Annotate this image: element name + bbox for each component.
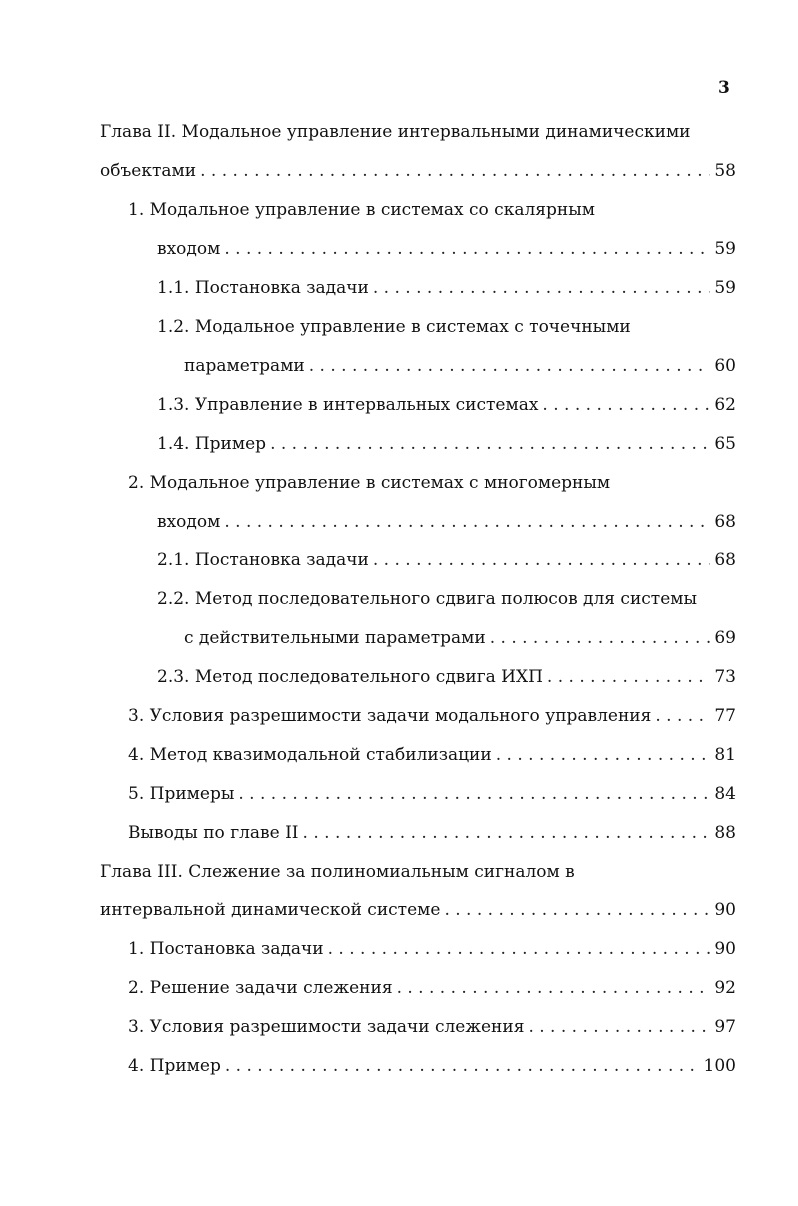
toc-entry-text: Глава II. Модальное управление интервальными динамическими [100, 122, 691, 142]
toc-entry-text: входом [157, 512, 221, 532]
toc-entry-text: интервальной динамической системе [100, 900, 441, 920]
toc-page-number: 97 [714, 1017, 736, 1037]
toc-entry-text: 1.2. Модальное управление в системах с точечными [157, 317, 631, 337]
toc-page-number: 62 [714, 395, 736, 415]
toc-line [128, 743, 736, 767]
toc-page-number: 65 [714, 434, 736, 454]
toc-line [157, 665, 736, 689]
toc-entry-text: входом [157, 239, 221, 259]
toc-entry-text: объектами [100, 161, 197, 181]
toc-entry-text: 2.3. Метод последовательного сдвига ИХП [157, 667, 543, 687]
toc-line [157, 548, 736, 572]
toc-entry-text: 2.1. Постановка задачи [157, 550, 369, 570]
dot-leader [373, 548, 711, 572]
toc-line [157, 587, 741, 611]
toc-page-number: 92 [714, 978, 736, 998]
toc-line [100, 120, 740, 144]
toc-entry-text: 1. Модальное управление в системах со скалярным [128, 200, 595, 220]
dot-leader [490, 626, 711, 650]
toc-entry-text: 5. Примеры [128, 784, 235, 804]
dot-leader [397, 976, 711, 1000]
toc-page-number: 77 [714, 706, 736, 726]
dot-leader [224, 237, 710, 261]
toc-page-number: 84 [714, 784, 736, 804]
toc-page-number: 68 [714, 512, 736, 532]
toc-page-number: 90 [714, 939, 736, 959]
dot-leader [200, 159, 710, 183]
toc-entry-text: 1.3. Управление в интервальных системах [157, 395, 539, 415]
toc-entry-text: параметрами [184, 356, 305, 376]
toc-line [157, 432, 736, 456]
toc-entry-text: Глава III. Слежение за полиномиальным сигналом в [100, 862, 575, 882]
toc-page-number: 60 [714, 356, 736, 376]
toc-page-number: 100 [703, 1056, 736, 1076]
dot-leader [225, 1054, 700, 1078]
toc-page-number: 69 [714, 628, 736, 648]
toc-entry-text: 2.2. Метод последовательного сдвига полюсов для системы [157, 589, 698, 609]
toc-entry-text: с действительными параметрами [184, 628, 486, 648]
toc-entry-text: 1. Постановка задачи [128, 939, 324, 959]
toc-entry-text: 3. Условия разрешимости задачи модального управления [128, 706, 652, 726]
toc-line [128, 782, 736, 806]
dot-leader [270, 432, 710, 456]
toc-line [157, 393, 736, 417]
toc-line [184, 354, 736, 378]
dot-leader [528, 1015, 710, 1039]
dot-leader [328, 937, 711, 961]
toc-page-number: 73 [714, 667, 736, 687]
dot-leader [303, 821, 711, 845]
toc-line [157, 510, 736, 534]
toc-page-number: 88 [714, 823, 736, 843]
toc-line [128, 198, 738, 222]
dot-leader [444, 898, 710, 922]
toc-entry-text: 2. Модальное управление в системах с многомерным [128, 473, 611, 493]
toc-page-number: 59 [714, 239, 736, 259]
toc-page-number: 58 [714, 161, 736, 181]
toc-line [128, 937, 736, 961]
toc-entry-text: 1.1. Постановка задачи [157, 278, 369, 298]
toc-page-number: 68 [714, 550, 736, 570]
toc-line [128, 821, 736, 845]
dot-leader [238, 782, 710, 806]
page-number: 3 [718, 78, 730, 98]
toc-page-number: 90 [714, 900, 736, 920]
toc-line [128, 471, 738, 495]
toc-line [128, 1015, 736, 1039]
toc-line [100, 860, 720, 884]
toc-line [157, 315, 737, 339]
dot-leader [655, 704, 710, 728]
toc-entry-text: 2. Решение задачи слежения [128, 978, 393, 998]
toc-entry-text: 4. Метод квазимодальной стабилизации [128, 745, 492, 765]
dot-leader [373, 276, 711, 300]
toc-line [157, 237, 736, 261]
toc-page-number: 81 [714, 745, 736, 765]
toc-entry-text: 1.4. Пример [157, 434, 267, 454]
dot-leader [309, 354, 711, 378]
toc-line [128, 976, 736, 1000]
toc-page-number: 59 [714, 278, 736, 298]
dot-leader [224, 510, 710, 534]
dot-leader [542, 393, 710, 417]
toc-line [100, 159, 736, 183]
toc-entry-text: Выводы по главе II [128, 823, 299, 843]
toc-line [128, 704, 736, 728]
toc-entry-text: 3. Условия разрешимости задачи слежения [128, 1017, 525, 1037]
dot-leader [496, 743, 711, 767]
toc-entry-text: 4. Пример [128, 1056, 221, 1076]
toc-line [128, 1054, 736, 1078]
toc-line [157, 276, 736, 300]
toc-line [100, 898, 736, 922]
dot-leader [547, 665, 710, 689]
toc-line [184, 626, 736, 650]
